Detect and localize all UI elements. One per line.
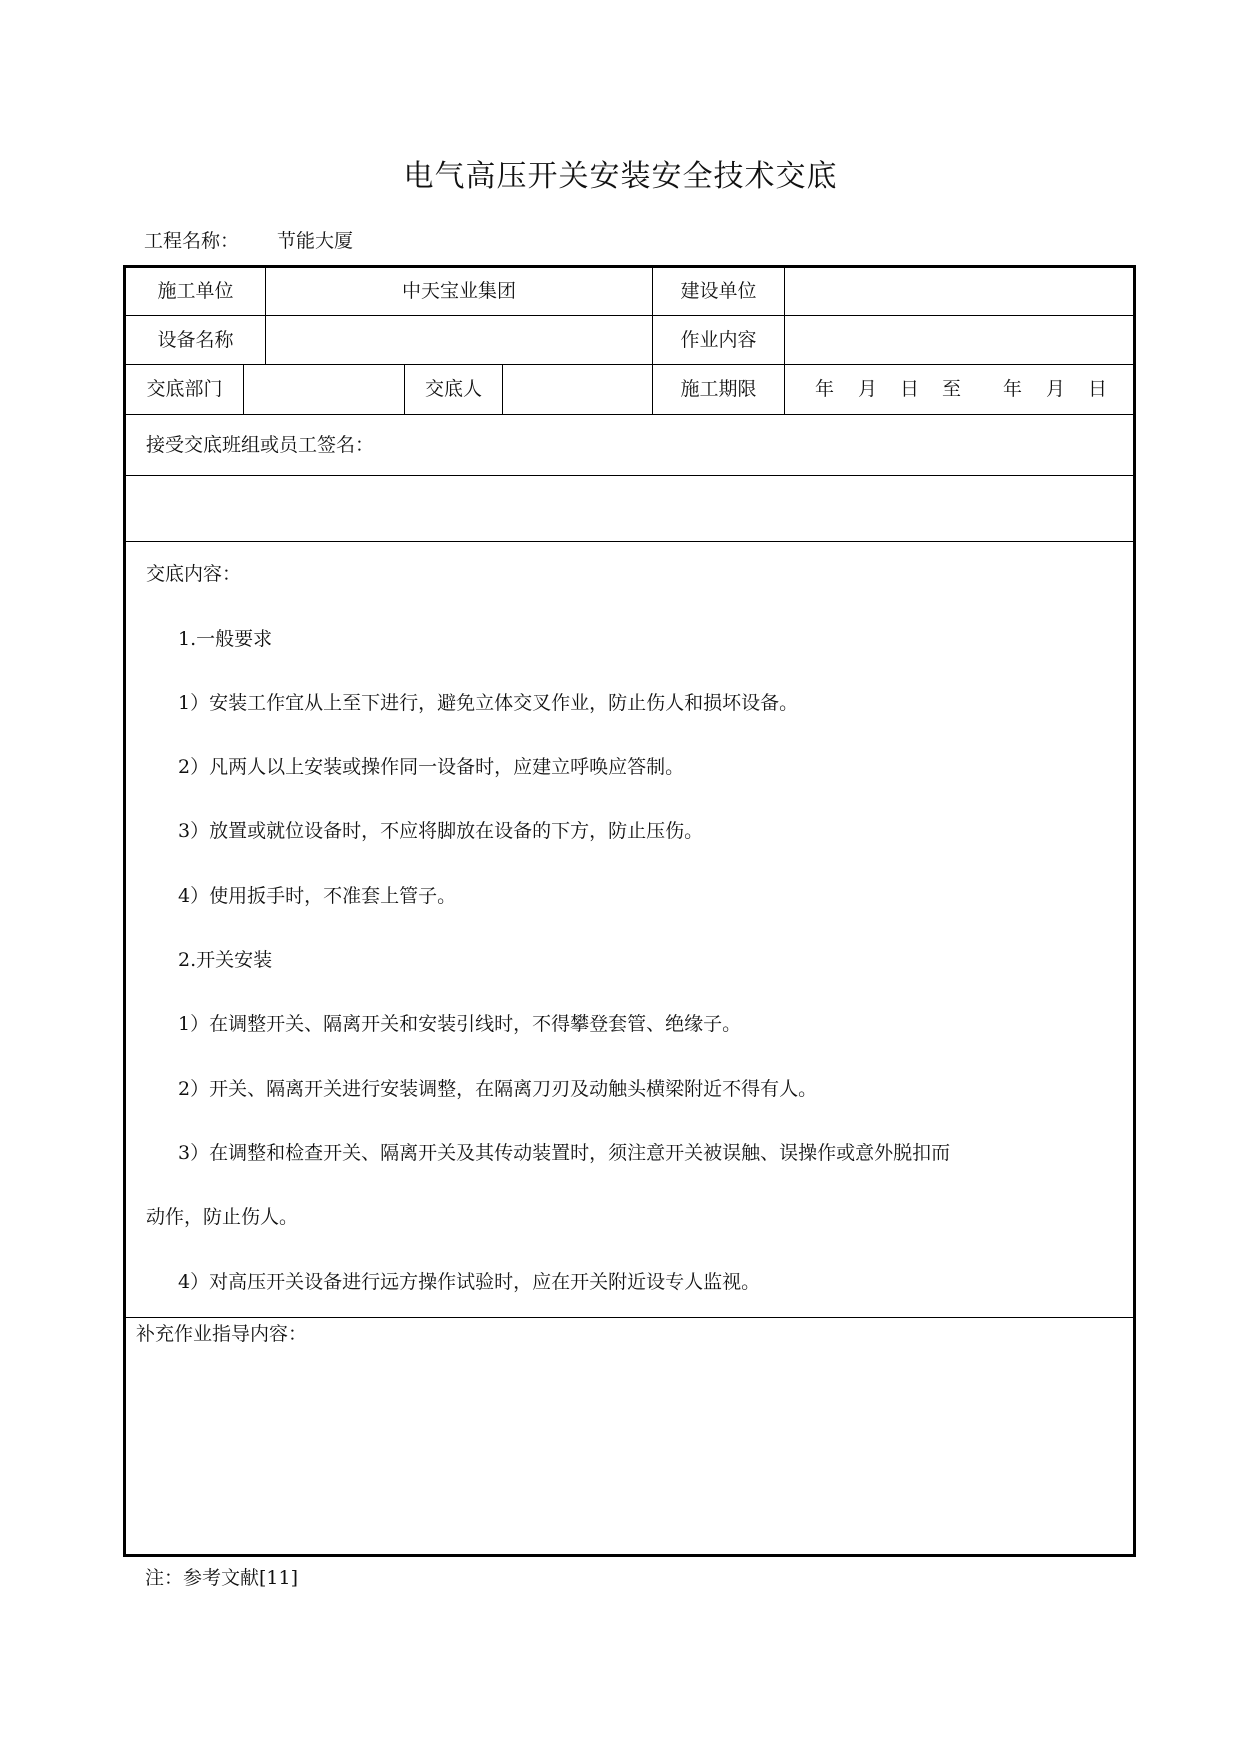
work-content-label: 作业内容 bbox=[680, 329, 757, 351]
row-divider bbox=[124, 414, 1135, 415]
document-title: 电气高压开关安装安全技术交底 bbox=[403, 159, 838, 194]
builder-unit-label: 建设单位 bbox=[680, 280, 757, 302]
period-label: 施工期限 bbox=[680, 378, 757, 400]
column-divider bbox=[502, 364, 503, 414]
content-label: 交底内容： bbox=[146, 563, 242, 585]
content-line: 4）对高压开关设备进行远方操作试验时，应在开关附近设专人监视。 bbox=[178, 1271, 761, 1293]
row-divider bbox=[124, 475, 1135, 476]
content-line: 3）在调整和检查开关、隔离开关及其传动装置时，须注意开关被误触、误操作或意外脱扣而 bbox=[178, 1142, 951, 1164]
row-divider bbox=[124, 315, 1135, 316]
content-line: 4）使用扳手时，不准套上管子。 bbox=[178, 885, 457, 907]
person-label: 交底人 bbox=[424, 378, 482, 400]
project-name-label: 工程名称： bbox=[144, 230, 240, 252]
reference-note: 注：参考文献[11] bbox=[145, 1567, 299, 1589]
content-line: 2.开关安装 bbox=[178, 949, 273, 971]
content-line: 2）凡两人以上安装或操作同一设备时，应建立呼唤应答制。 bbox=[178, 756, 685, 778]
period-year-end: 年 bbox=[1003, 378, 1023, 400]
dept-label: 交底部门 bbox=[146, 378, 223, 400]
period-date-range bbox=[815, 376, 1107, 402]
content-line: 1）在调整开关、隔离开关和安装引线时，不得攀登套管、绝缘子。 bbox=[178, 1013, 742, 1035]
column-divider bbox=[784, 267, 785, 414]
project-name-value: 节能大厦 bbox=[277, 230, 354, 252]
period-day-start: 日 bbox=[900, 378, 920, 400]
period-month-end: 月 bbox=[1046, 378, 1066, 400]
content-line: 动作，防止伤人。 bbox=[146, 1206, 299, 1228]
column-divider bbox=[243, 364, 244, 414]
construction-unit-value: 中天宝业集团 bbox=[401, 280, 516, 302]
content-line: 2）开关、隔离开关进行安装调整，在隔离刀刃及动触头横梁附近不得有人。 bbox=[178, 1078, 818, 1100]
construction-unit-label: 施工单位 bbox=[157, 280, 234, 302]
supplement-label: 补充作业指导内容： bbox=[136, 1323, 308, 1345]
content-line: 3）放置或就位设备时，不应将脚放在设备的下方，防止压伤。 bbox=[178, 820, 704, 842]
content-line: 1）安装工作宜从上至下进行，避免立体交叉作业，防止伤人和损坏设备。 bbox=[178, 692, 799, 714]
signature-label: 接受交底班组或员工签名： bbox=[146, 434, 375, 456]
row-divider bbox=[124, 541, 1135, 542]
period-to: 至 bbox=[942, 378, 962, 400]
row-divider bbox=[124, 364, 1135, 365]
content-line: 1.一般要求 bbox=[178, 628, 273, 650]
period-month-start: 月 bbox=[858, 378, 878, 400]
equipment-name-label: 设备名称 bbox=[157, 329, 234, 351]
period-day-end: 日 bbox=[1088, 378, 1108, 400]
disclosure-form-table bbox=[123, 265, 1136, 1557]
period-year-start: 年 bbox=[815, 378, 835, 400]
row-divider bbox=[124, 1317, 1135, 1318]
